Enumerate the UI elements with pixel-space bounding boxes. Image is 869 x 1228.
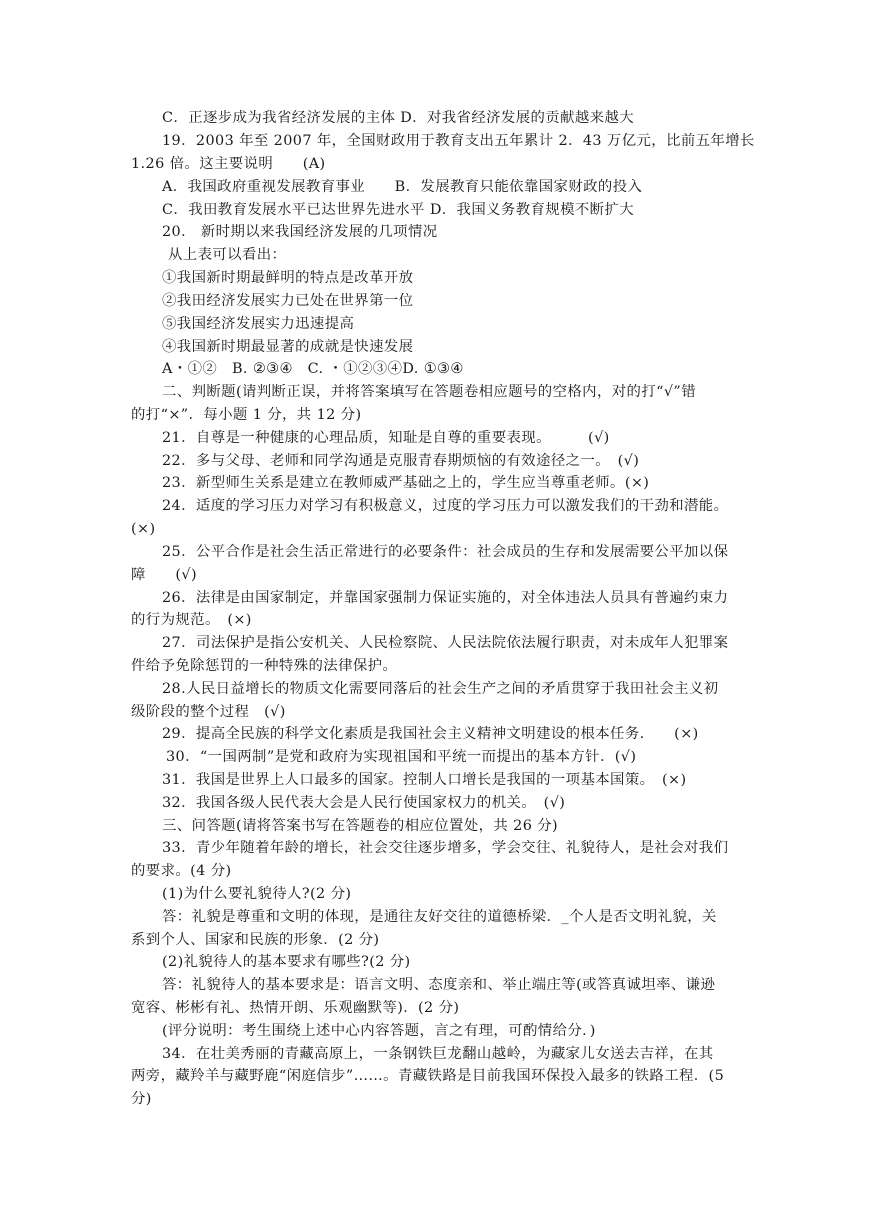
text-line-19: (×) <box>131 521 156 537</box>
text-line-31: 32．我国各级人民代表大会是人民行使国家权力的机关。 (√) <box>162 795 566 811</box>
text-line-37: 系到个人、国家和民族的形象．(2 分) <box>131 932 380 948</box>
text-line-15: 21．自尊是一种健康的心理品质，知耻是自尊的重要表现。 (√) <box>162 430 610 446</box>
text-line-25: 件给予免除惩罚的一种特殊的法律保护。 <box>131 658 398 674</box>
text-line-34: 的要求。(4 分) <box>131 863 232 879</box>
text-line-17: 23．新型师生关系是建立在教师威严基础之上的，学生应当尊重老师。(×) <box>162 475 650 491</box>
text-line-5: C．我田教育发展水平已达世界先进水平 D．我国义务教育规模不断扩大 <box>162 202 635 218</box>
text-line-41: (评分说明：考生围绕上述中心内容答题，言之有理，可酌情给分．) <box>162 1023 596 1039</box>
text-line-40: 宽容、彬彬有礼、热情开朗、乐观幽默等)．(2 分) <box>131 1000 460 1016</box>
text-line-3: 1.26 倍。这主要说明 (A) <box>131 156 326 172</box>
text-line-9: ②我田经济发展实力已处在世界第一位 <box>162 293 414 309</box>
text-line-39: 答：礼貌待人的基本要求是：语言文明、态度亲和、举止端庄等(或答真诚坦率、谦逊 <box>162 977 716 993</box>
text-line-32: 三、问答题(请将答案书写在答题卷的相应位置处，共 26 分) <box>162 818 559 834</box>
text-line-1: C．正逐步成为我省经济发展的主体 D．对我省经济发展的贡献越来越大 <box>162 110 635 126</box>
text-line-24: 27．司法保护是指公安机关、人民检察院、人民法院依法履行职责，对未成年人犯罪案 <box>162 635 729 651</box>
text-line-22: 26．法律是由国家制定，并靠国家强制力保证实施的，对全体违法人员具有普遍约束力 <box>162 590 729 606</box>
text-line-33: 33．青少年随着年龄的增长，社会交往逐步增多，学会交往、礼貌待人，是社会对我们 <box>162 840 729 856</box>
text-line-14: 的打“×”．每小题 1 分，共 12 分) <box>131 407 362 423</box>
text-line-12: A・①② B. ②③④ C. ・①②③④D. ①③④ <box>162 361 464 377</box>
text-line-2: 19．2003 年至 2007 年，全国财政用于教育支出五年累计 2．43 万亿元，比前五年增长 <box>162 133 755 149</box>
text-line-38: (2)礼貌待人的基本要求有哪些?(2 分) <box>162 954 411 970</box>
text-line-43: 两旁，藏羚羊与藏野鹿“闲庭信步”……。青藏铁路是目前我国环保投入最多的铁路工程．(5 <box>131 1068 725 1084</box>
text-line-11: ④我国新时期最显著的成就是快速发展 <box>162 339 414 355</box>
text-line-18: 24．适度的学习压力对学习有积极意义，过度的学习压力可以激发我们的干劲和潜能。 <box>162 498 729 514</box>
text-line-36: 答：礼貌是尊重和文明的体现，是通往友好交往的道德桥梁．_个人是否文明礼貌，关 <box>162 909 717 925</box>
text-line-8: ①我国新时期最鲜明的特点是改革开放 <box>162 270 414 286</box>
text-line-10: ⑤我国经济发展实力迅速提高 <box>162 316 355 332</box>
text-line-6: 20． 新时期以来我国经济发展的几项情况 <box>162 224 438 240</box>
text-line-27: 级阶段的整个过程 (√) <box>131 704 286 720</box>
text-line-44: 分) <box>131 1091 152 1107</box>
text-line-29: 30．“一国两制”是党和政府为实现祖国和平统一而提出的基本方针．(√) <box>166 749 637 765</box>
text-line-30: 31．我国是世界上人口最多的国家。控制人口增长是我国的一项基本国策。 (×) <box>162 772 687 788</box>
text-line-23: 的行为规范。 (×) <box>131 612 252 628</box>
text-line-42: 34．在壮美秀丽的青藏高原上，一条钢铁巨龙翻山越岭，为藏家儿女送去吉祥，在其 <box>162 1046 714 1062</box>
text-line-7: 从上表可以看出： <box>168 247 287 263</box>
text-line-16: 22．多与父母、老师和同学沟通是克服青春期烦恼的有效途径之一。 (√) <box>162 453 640 469</box>
text-line-28: 29．提高全民族的科学文化素质是我国社会主义精神文明建设的根本任务. (×) <box>162 726 699 742</box>
text-line-26: 28.人民日益增长的物质文化需要同落后的社会生产之间的矛盾贯穿于我田社会主义初 <box>162 681 719 697</box>
text-line-13: 二、判断题(请判断正误，并将答案填写在答题卷相应题号的空格内，对的打“√”错 <box>162 384 696 400</box>
text-line-21: 障 (√) <box>131 567 197 583</box>
text-line-20: 25．公平合作是社会生活正常进行的必要条件：社会成员的生存和发展需要公平加以保 <box>162 544 729 560</box>
text-line-35: (1)为什么要礼貌待人?(2 分) <box>162 886 352 902</box>
text-line-4: A．我国政府重视发展教育事业 B．发展教育只能依靠国家财政的投入 <box>162 179 643 195</box>
